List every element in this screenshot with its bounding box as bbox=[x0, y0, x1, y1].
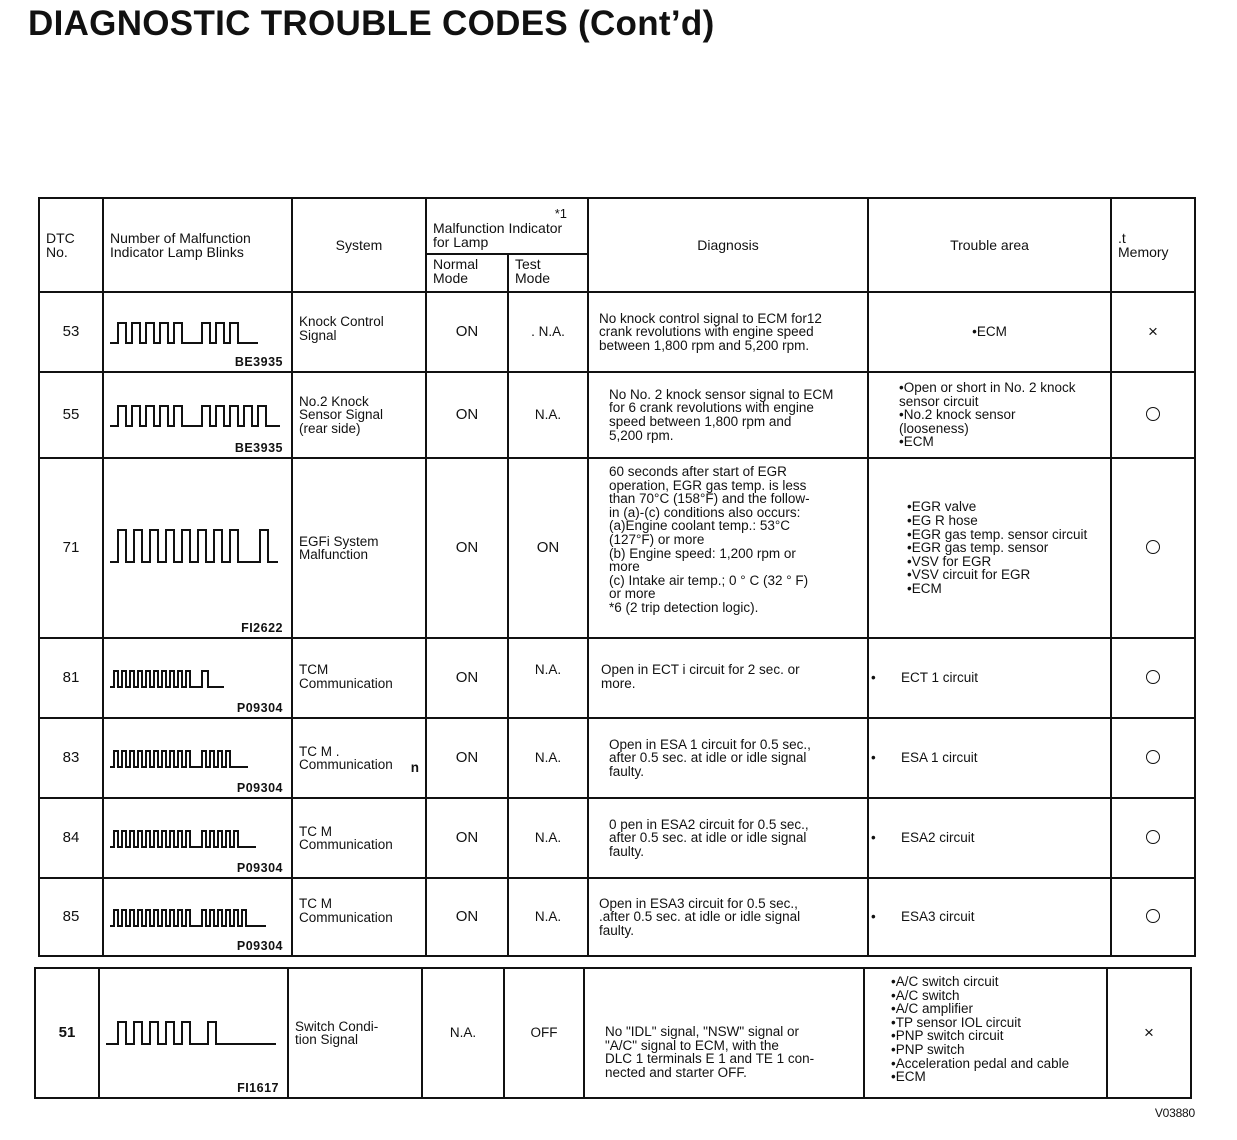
trouble-line: sensor circuit bbox=[899, 393, 979, 409]
test-mode-value: OFF bbox=[504, 968, 584, 1098]
diagnosis-line: 0 pen in ESA2 circuit for 0.5 sec., bbox=[609, 816, 809, 832]
trouble-area-cell bbox=[868, 638, 1111, 718]
trouble-line: •EGR valve bbox=[907, 499, 977, 515]
figure-ref: FI1617 bbox=[237, 1080, 279, 1095]
blink-waveform-icon bbox=[104, 1016, 282, 1050]
system-line: Communication bbox=[299, 757, 393, 772]
diagnosis-line: nected and starter OFF. bbox=[605, 1064, 747, 1080]
memory-circle-icon bbox=[1146, 407, 1160, 421]
system-line: TC M . bbox=[299, 743, 340, 759]
memory-cell bbox=[1111, 878, 1195, 956]
memory-circle-icon bbox=[1146, 830, 1160, 844]
header-trouble-area: Trouble area bbox=[868, 198, 1111, 292]
diagnosis-cell bbox=[588, 638, 868, 718]
diagnosis-line: faulty. bbox=[609, 763, 645, 779]
dtc-table-switch bbox=[34, 967, 1192, 1099]
diagnosis-line: or more bbox=[609, 586, 656, 602]
system-cell bbox=[292, 878, 426, 956]
diagnosis-cell bbox=[588, 798, 868, 878]
normal-mode-value: ON bbox=[426, 292, 508, 372]
diagnosis-line: Open in ECT i circuit for 2 sec. or bbox=[601, 662, 800, 677]
system-line: Signal bbox=[299, 327, 337, 343]
diagnosis-line: for 6 crank revolutions with engine bbox=[609, 400, 814, 416]
diagnosis-line: faulty. bbox=[599, 922, 635, 938]
diagnosis-line: (127°F) or more bbox=[609, 531, 705, 547]
diagnosis-cell bbox=[584, 968, 864, 1098]
normal-mode-value: ON bbox=[426, 458, 508, 638]
figure-ref: P09304 bbox=[236, 860, 283, 875]
bullet-icon: • bbox=[871, 670, 876, 686]
system-line: EGFi System bbox=[299, 533, 379, 549]
header-dtc bbox=[39, 198, 103, 292]
bullet-icon: • bbox=[871, 909, 876, 925]
trouble-line: •VSV circuit for EGR bbox=[907, 567, 1031, 583]
dtc-code: 55 bbox=[39, 372, 103, 458]
trouble-line: •ECM bbox=[891, 1069, 926, 1085]
diagnosis-line: Open in ESA 1 circuit for 0.5 sec., bbox=[609, 736, 811, 752]
trouble-line: (looseness) bbox=[899, 420, 969, 436]
trouble-line: •VSV for EGR bbox=[907, 553, 992, 569]
trouble-line: •A/C switch bbox=[891, 987, 960, 1003]
table-row bbox=[39, 458, 1195, 638]
bullet-icon: • bbox=[871, 750, 876, 766]
diagnosis-line: No "IDL" signal, "NSW" signal or bbox=[605, 1024, 799, 1039]
memory-cell bbox=[1111, 292, 1195, 372]
blink-waveform-icon bbox=[108, 315, 268, 349]
system-line: tion Signal bbox=[295, 1032, 359, 1047]
table-row bbox=[39, 798, 1195, 878]
test-mode-value: N.A. bbox=[508, 638, 588, 718]
diagnosis-line: after 0.5 sec. at idle or idle signal bbox=[609, 830, 807, 846]
diagnosis-line: *6 (2 trip detection logic). bbox=[609, 599, 759, 615]
header-memory-label: Memory bbox=[1118, 244, 1169, 260]
system-cell bbox=[292, 458, 426, 638]
dtc-code: 84 bbox=[39, 798, 103, 878]
table-row bbox=[35, 968, 1191, 1098]
trouble-area-cell bbox=[868, 458, 1111, 638]
diagnosis-cell bbox=[588, 718, 868, 798]
blink-pattern bbox=[103, 372, 292, 458]
diagnosis-line: between 1,800 rpm and 5,200 rpm. bbox=[599, 337, 810, 353]
diagnosis-line: speed between 1,800 rpm and bbox=[609, 414, 792, 429]
trouble-line: •No.2 knock sensor bbox=[899, 407, 1016, 423]
memory-cross-icon: × bbox=[1144, 1023, 1154, 1043]
trouble-line: •EGR gas temp. sensor circuit bbox=[907, 526, 1088, 542]
table-row bbox=[39, 878, 1195, 956]
header-dtc-line1: DTC bbox=[46, 230, 75, 246]
diagnosis-line: No No. 2 knock sensor signal to ECM bbox=[609, 386, 834, 402]
system-line: Sensor Signal bbox=[299, 407, 384, 423]
system-line: TC M bbox=[299, 896, 332, 911]
blink-pattern bbox=[103, 718, 292, 798]
header-mil-line1: Malfunction Indicator bbox=[433, 220, 563, 236]
figure-ref: P09304 bbox=[236, 780, 283, 795]
dtc-code: 81 bbox=[39, 638, 103, 718]
diagnosis-line: more bbox=[609, 559, 640, 575]
diagnosis-line: 60 seconds after start of EGR bbox=[609, 464, 787, 479]
dtc-table-body bbox=[39, 292, 1195, 956]
normal-mode-value: ON bbox=[426, 718, 508, 798]
header-normal-line1: Normal bbox=[433, 256, 479, 272]
system-line: Communication bbox=[299, 675, 393, 691]
header-test-mode bbox=[508, 254, 588, 292]
memory-cell bbox=[1111, 798, 1195, 878]
trouble-line: •EGR gas temp. sensor bbox=[907, 540, 1049, 556]
test-mode-value: N.A. bbox=[508, 372, 588, 458]
memory-cross-icon: × bbox=[1148, 322, 1158, 342]
trouble-area-cell bbox=[868, 718, 1111, 798]
system-line: Knock Control bbox=[299, 314, 384, 329]
trouble-area-cell bbox=[868, 878, 1111, 956]
header-normal-mode bbox=[426, 254, 508, 292]
memory-cell bbox=[1107, 968, 1191, 1098]
header-memory bbox=[1111, 198, 1195, 292]
trouble-line: •PNP switch bbox=[891, 1041, 965, 1057]
figure-ref: P09304 bbox=[236, 938, 283, 953]
trouble-line: •ECM bbox=[972, 324, 1007, 340]
table-row bbox=[39, 638, 1195, 718]
diagnosis-cell bbox=[588, 372, 868, 458]
system-cell bbox=[292, 798, 426, 878]
diagnosis-line: (a)Engine coolant temp.: 53°C bbox=[609, 518, 790, 534]
trouble-line: ESA3 circuit bbox=[901, 909, 975, 925]
system-mark: n bbox=[410, 760, 419, 775]
memory-circle-icon bbox=[1146, 540, 1160, 554]
diagnosis-line: DLC 1 terminals E 1 and TE 1 con- bbox=[605, 1051, 815, 1067]
trouble-line: ECT 1 circuit bbox=[901, 670, 979, 686]
test-mode-value: N.A. bbox=[508, 718, 588, 798]
normal-mode-value: N.A. bbox=[422, 968, 504, 1098]
normal-mode-value: ON bbox=[426, 798, 508, 878]
trouble-line: •TP sensor IOL circuit bbox=[891, 1014, 1022, 1030]
diagnosis-line: more. bbox=[601, 675, 636, 691]
trouble-line: •ECM bbox=[907, 580, 942, 596]
normal-mode-value: ON bbox=[426, 372, 508, 458]
diagnosis-line: No knock control signal to ECM for12 bbox=[599, 310, 822, 326]
trouble-area-cell bbox=[868, 798, 1111, 878]
trouble-area-cell bbox=[868, 292, 1111, 372]
diagnosis-line: crank revolutions with engine speed bbox=[599, 324, 814, 340]
bullet-icon: • bbox=[871, 830, 876, 846]
diagnosis-line: "A/C" signal to ECM, with the bbox=[605, 1037, 779, 1053]
system-cell bbox=[288, 968, 422, 1098]
test-mode-value: N.A. bbox=[508, 878, 588, 956]
trouble-line: •PNP switch circuit bbox=[891, 1028, 1004, 1044]
figure-ref: P09304 bbox=[236, 700, 283, 715]
blink-pattern bbox=[103, 292, 292, 372]
memory-cell bbox=[1111, 718, 1195, 798]
diagnosis-cell bbox=[588, 878, 868, 956]
header-mil bbox=[426, 198, 588, 254]
blink-pattern bbox=[103, 878, 292, 956]
system-line: No.2 Knock bbox=[299, 393, 369, 409]
diagnosis-line: (b) Engine speed: 1,200 rpm or bbox=[609, 545, 796, 561]
diagnosis-line: Open in ESA3 circuit for 0.5 sec., bbox=[599, 895, 798, 911]
normal-mode-value: ON bbox=[426, 878, 508, 956]
diagnosis-line: (c) Intake air temp.; 0 ° C (32 ° F) bbox=[609, 572, 809, 588]
trouble-line: ESA 1 circuit bbox=[901, 750, 978, 766]
header-test-line2: Mode bbox=[515, 270, 551, 286]
diagnosis-line: than 70°C (158°F) and the follow- bbox=[609, 491, 810, 507]
memory-circle-icon bbox=[1146, 750, 1160, 764]
dtc-code: 53 bbox=[39, 292, 103, 372]
blink-pattern bbox=[99, 968, 288, 1098]
blink-waveform-icon bbox=[108, 743, 258, 773]
figure-ref: FI2622 bbox=[241, 620, 283, 635]
trouble-line: •A/C amplifier bbox=[891, 1001, 973, 1017]
trouble-line: •A/C switch circuit bbox=[891, 974, 999, 989]
blink-waveform-icon bbox=[108, 902, 278, 932]
diagnosis-cell bbox=[588, 458, 868, 638]
system-line: Switch Condi- bbox=[295, 1018, 379, 1034]
dtc-table bbox=[38, 197, 1196, 957]
header-system: System bbox=[292, 198, 426, 292]
trouble-area-cell bbox=[864, 968, 1107, 1098]
diagnosis-line: after 0.5 sec. at idle or idle signal bbox=[609, 750, 807, 766]
dtc-code: 83 bbox=[39, 718, 103, 798]
system-line: Communication bbox=[299, 909, 393, 925]
header-blinks-line1: Number of Malfunction bbox=[110, 230, 251, 246]
test-mode-value: ON bbox=[508, 458, 588, 638]
trouble-area-cell bbox=[868, 372, 1111, 458]
blink-waveform-icon bbox=[108, 526, 286, 570]
header-test-line1: Test bbox=[515, 256, 541, 272]
system-line: Malfunction bbox=[299, 547, 369, 562]
header-memory-mark: .t bbox=[1118, 230, 1126, 246]
blink-waveform-icon bbox=[108, 823, 266, 853]
diagnosis-line: .after 0.5 sec. at idle or idle signal bbox=[599, 909, 801, 925]
table-row bbox=[39, 372, 1195, 458]
normal-mode-value: ON bbox=[426, 638, 508, 718]
header-dtc-line2: No. bbox=[46, 244, 68, 260]
page-title: DIAGNOSTIC TROUBLE CODES (Cont’d) bbox=[28, 4, 715, 43]
system-line: (rear side) bbox=[299, 420, 361, 436]
diagnosis-line: 5,200 rpm. bbox=[609, 427, 674, 443]
system-cell bbox=[292, 372, 426, 458]
memory-circle-icon bbox=[1146, 909, 1160, 923]
diagnosis-line: faulty. bbox=[609, 843, 645, 859]
diagnosis-cell bbox=[588, 292, 868, 372]
system-line: Communication bbox=[299, 837, 393, 852]
memory-cell bbox=[1111, 638, 1195, 718]
figure-ref: BE3935 bbox=[234, 354, 283, 369]
figure-ref: BE3935 bbox=[234, 440, 283, 455]
header-blinks-line2: Indicator Lamp Blinks bbox=[110, 244, 244, 260]
system-cell bbox=[292, 638, 426, 718]
dtc-code: 85 bbox=[39, 878, 103, 956]
blink-waveform-icon bbox=[108, 398, 284, 432]
system-line: TC M bbox=[299, 823, 332, 839]
header-mil-star: *1 bbox=[554, 206, 567, 221]
diagnosis-line: in (a)-(c) conditions also occurs: bbox=[609, 504, 801, 520]
table-row bbox=[39, 292, 1195, 372]
blink-pattern bbox=[103, 798, 292, 878]
diagnosis-line: operation, EGR gas temp. is less bbox=[609, 477, 807, 493]
blink-pattern bbox=[103, 458, 292, 638]
test-mode-value: N.A. bbox=[508, 798, 588, 878]
header-mil-line2: for Lamp bbox=[433, 234, 489, 250]
memory-cell bbox=[1111, 372, 1195, 458]
system-cell bbox=[292, 718, 426, 798]
trouble-line: •EG R hose bbox=[907, 513, 978, 529]
dtc-code: 71 bbox=[39, 458, 103, 638]
blink-waveform-icon bbox=[108, 663, 238, 693]
test-mode-value: . N.A. bbox=[508, 292, 588, 372]
blink-pattern bbox=[103, 638, 292, 718]
system-cell bbox=[292, 292, 426, 372]
header-diagnosis: Diagnosis bbox=[588, 198, 868, 292]
header-normal-line2: Mode bbox=[433, 270, 469, 286]
system-line: TCM bbox=[299, 662, 329, 677]
trouble-line: •ECM bbox=[899, 434, 934, 450]
memory-cell bbox=[1111, 458, 1195, 638]
trouble-line: ESA2 circuit bbox=[901, 830, 975, 846]
memory-circle-icon bbox=[1146, 670, 1160, 684]
table-row bbox=[39, 718, 1195, 798]
figure-footer-ref: V03880 bbox=[1154, 1106, 1195, 1120]
dtc-code: 51 bbox=[35, 968, 99, 1098]
trouble-line: •Acceleration pedal and cable bbox=[891, 1055, 1070, 1071]
trouble-line: •Open or short in No. 2 knock bbox=[899, 380, 1076, 395]
header-blinks bbox=[103, 198, 292, 292]
